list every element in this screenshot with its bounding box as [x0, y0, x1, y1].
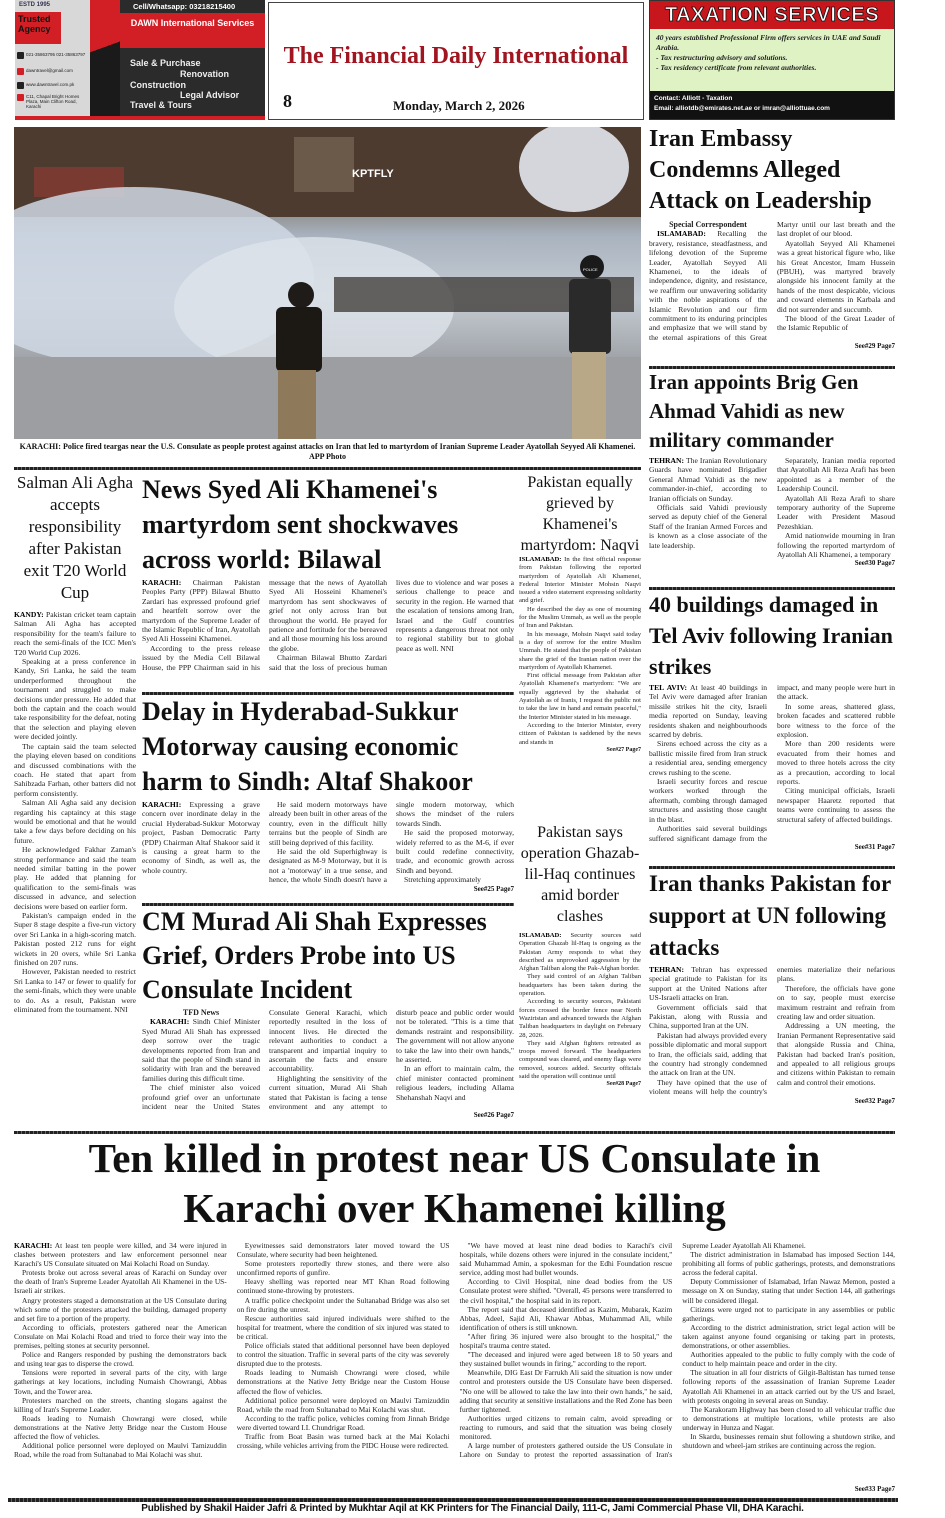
ad-service: Travel & Tours — [130, 100, 192, 110]
story-body: ISLAMABAD: Security sources said Operation Ghazab lil-Haq is ongoing as the Pakistan Army responds to what they described as unprovoked aggression by the Afghan Taliban along the Pak-Afghan border. They said control of an Afghan Taliban headquarters has been taken during the operation. According to security sources, Pakistani forces crossed the border fence near North Waziristan and advanced towards the Afghan Taliban headquarters in daylight on February 28, 2026. They said Afghan fighters retreated as troops moved forward. The headquarters compound was cleared, and enemy flags were removed, sources added. Security officials said the operation will continue until — [519, 932, 641, 1081]
protest-scene-illustration — [14, 127, 641, 439]
dateline: KARACHI: — [142, 800, 182, 809]
continued-jump[interactable]: See#30 Page7 — [854, 559, 895, 568]
dateline: KARACHI: — [142, 578, 182, 587]
dateline: ISLAMABAD: — [519, 556, 562, 563]
road — [14, 357, 641, 439]
page-number: 8 — [283, 91, 292, 111]
web-icon — [17, 82, 24, 89]
dawn-international-ad[interactable] — [15, 0, 265, 120]
headline[interactable]: News Syed Ali Khamenei's martyrdom sent shockwaves across world: Bilawal — [142, 475, 459, 574]
email-icon — [17, 68, 24, 75]
dateline: ISLAMABAD: — [657, 229, 706, 239]
story-vahidi[interactable] — [649, 368, 895, 567]
story-body: KARACHI: Expressing a grave concern over inordinate delay in the crucial Hyderabad-Sukkur Motorway project, Pasban Democratic Party (PDP) Chairman Altaf Shakoor said it is causing a great harm to the economy of Sindh, as well as, the whole country. He said modern motorways have already been built in other areas of the country, even in the difficult hilly terrains but the people of Sindh are still being deprived of this facility. He said the old Superhighway is designated as M-9 Motorway, but it is not a 'motorway' in a true sense, and hence, the whole Sindh doesn't have a single modern motorway, which shows the mindset of the rulers towards Sindh. He said the proposed motorway, widely referred to as the M-6, if ever built could redefine connectivity, trade, and economic growth across Sindh and beyond. Stretching approximately — [142, 800, 514, 885]
story-body: Special Correspondent ISLAMABAD: Recalling the bravery, resistance, steadfastness, and lifelong devotion of the Supreme Leader, Ayatollah Seyyed Ali Khamenei, to the ideals of independence, dignity, and resistance, we reaffirm our unwavering solidarity with the noble aspirations of the Islamic Revolution and our firm commitment to its enduring principles and emphasize that we will stand by the eternal aspirations of this Great Martyr until our last breath and the last droplet of our blood. Ayatollah Seyyed Ali Khamenei was a great historical figure who, like his Great Ancestor, Imam Hussein (PBUH), was martyred bravely alongside his innocent family at the hands of the most despicable, vicious and coward elements in Karbala and did not surrender and succumb. The blood of the Great Leader of the Islamic Republic of — [649, 220, 895, 342]
story-lead-karachi-protest[interactable] — [14, 1133, 895, 1493]
shop-sign: KPTFLY — [352, 168, 394, 180]
ad-contact-phone: 021-35863795 021-35863797 — [17, 52, 87, 59]
continued-jump[interactable]: See#32 Page7 — [854, 1096, 895, 1105]
lead-headline[interactable]: Ten killed in protest near US Consulate in Karachi over Khamenei killing — [88, 1135, 821, 1231]
continued-jump[interactable]: See#31 Page7 — [854, 842, 895, 851]
story-tel-aviv[interactable] — [649, 589, 895, 851]
ad-contact: Contact: Alliott - Taxation Email: alliotdb@emirates.net.ae or imran@alliottuae.com — [650, 91, 894, 119]
headline[interactable]: Iran appoints Brig Gen Ahmad Vahidi as new military commander — [649, 370, 859, 452]
story-murad-ali-shah[interactable] — [142, 905, 514, 1119]
headline[interactable]: Pakistan equally grieved by Khamenei's martyrdom: Naqvi — [520, 474, 640, 554]
ad-service: Sale & Purchase — [130, 58, 201, 68]
ad-estd: ESTD 1995 — [19, 2, 51, 8]
ad-phone: Cell/Whatsapp: 03218215400 — [133, 2, 236, 11]
ad-title: TAXATION SERVICES — [650, 1, 894, 29]
dateline: TEHRAN: — [649, 456, 685, 465]
continued-jump[interactable]: See#27 Page7 — [606, 746, 641, 753]
issue-date: Monday, March 2, 2026 — [393, 98, 525, 113]
continued-jump[interactable]: See#26 Page7 — [473, 1111, 514, 1120]
ad-contact-address: C11, Chapal Bright Homes Plaza, Main Clifton Road, Karachi — [17, 94, 87, 109]
story-naqvi[interactable] — [519, 472, 641, 753]
story-body: KANDY: Pakistan cricket team captain Salman Ali Agha has accepted responsibility for the team's failure to reach the semi-finals of the ICC Men's T20 World Cup 2026. Speaking at a press conference in Kandy, Sri Lanka, he said the team underperformed throughout the tournament and struggled to make decisions under pressure. He added that both the captain and the coach would take responsibility for the defeat, noting that the selection and playing eleven were decided jointly. The captain said the team selected the playing eleven based on conditions and discussed combinations with the coach. He stated that apart from Sahibzada Farhan, other batters did not perform consistently. Salman Ali Agha said any decision regarding his captaincy at this stage would be emotional and that he would take a few days before deciding on his future. He acknowledged Fakhar Zaman's strong performance and said the team needed similar batting in the power play. He added that planning for qualification to the semi-finals was discussed in advance, and selection decisions were based on earlier form. Pakistan's campaign ended in the Super 8 stage despite a five-run victory over Sri Lanka in a high-scoring match. Pakistan posted 212 runs for eight wickets in 20 overs, while Sri Lanka finished on 207 runs. However, Pakistan needed to restrict Sri Lanka to 147 or fewer to qualify for the semi-finals, which they were unable to do. As a result, Pakistan were eliminated from the tournament. NNI — [14, 610, 136, 1015]
photo-caption: KARACHI: Police fired teargas near the U.S. Consulate as people protest against attacks on Iran that led to martyrdom of Iranian Supreme Leader Ayatollah Seyyed Ali Khamenei. APP Photo — [19, 442, 636, 461]
story-body: TEHRAN: The Iranian Revolutionary Guards have nominated Brigadier General Ahmad Vahidi as the new commander-in-chief, according to Iranian officials on Sunday. Officials said Vahidi previously served as deputy chief of the General Staff of the Iranian Armed Forces and is known as a close associate of the late leadership. Separately, Iranian media reported that Ayatollah Ali Reza Arafi has been appointed as a member of the Leadership Council. Ayatollah Ali Reza Arafi to share temporary authority of the Supreme Leader with President Masoud Pezeshkian. Amid nationwide mourning in Iran following the reported martyrdom of Ayatollah Ali Khamenei, a temporary — [649, 456, 895, 560]
police-officer-right — [569, 255, 611, 439]
dateline: KARACHI: — [150, 1017, 190, 1027]
ad-service: Renovation — [180, 69, 230, 79]
headline[interactable]: Iran Embassy Condemns Alleged Attack on Leadership — [649, 126, 872, 214]
newspaper-title: The Financial Daily International — [283, 43, 629, 69]
headline[interactable]: Salman Ali Agha accepts responsibility after Pakistan exit T20 World Cup — [16, 473, 134, 602]
ad-contact-email: dawntravel@gmail.com — [17, 68, 87, 75]
ad-contact-web: www.dawntravel.com.pk — [17, 82, 87, 89]
dateline: ISLAMABAD: — [519, 932, 562, 939]
headline[interactable]: Iran thanks Pakistan for support at UN following attacks — [649, 871, 891, 960]
ad-company-name: DAWN International Services — [120, 13, 265, 48]
continued-jump[interactable]: See#28 Page7 — [606, 1081, 641, 1088]
headline[interactable]: Pakistan says operation Ghazab-lil-Haq continues amid border clashes — [520, 824, 640, 925]
continued-jump[interactable]: See#25 Page7 — [473, 884, 514, 893]
headline[interactable]: CM Murad Ali Shah Expresses Grief, Orders Probe into US Consulate Incident — [142, 907, 487, 1004]
ad-service: Construction — [130, 80, 186, 90]
headline[interactable]: 40 buildings damaged in Tel Aviv following Iranian strikes — [649, 592, 893, 679]
story-bilawal[interactable] — [142, 472, 514, 672]
ad-service: Legal Advisor — [180, 90, 240, 100]
dateline: KANDY: — [14, 610, 44, 619]
trusted-agency-badge: Trusted Agency — [15, 12, 61, 44]
location-pin-icon — [17, 94, 24, 101]
byline: Special Correspondent — [669, 220, 747, 229]
story-body: KARACHI: At least ten people were killed, and 34 were injured in clashes between protesters and law enforcement personnel near Karachi's US Consulate situated on Mai Kolachi Road on Sunday. Protests broke out across several areas of Karachi on Sunday over the death of Iran's Supreme Leader Ayatollah Ali Khamenei in the US-Israeli air strikes. Angry protesters staged a demonstration at the US Consulate during which some of the protesters attacked the building, damaged property and set fire to a portion of the property. According to officials, protesters gathered near the American Consulate on Mai Kolachi Road and tried to force their way into the premises, pelting stones at security personnel. Police and Rangers responded by pushing the demonstrators back and using tear gas to disperse the crowd. Tensions were reported in several parts of the city, with large gatherings at key locations, including Numaish Chowrangi, Abbas Town, and the Tower area. Protesters marched on the streets, chanting slogans against the killing of Iran's Supreme Leader. Roads leading to Numaish Chowrangi were closed, while demonstrations at the Native Jetty Bridge near the Custom House affected the flow of vehicles. Additional police personnel were deployed on Maulvi Tamizuddin Road, while the road from Sultanabad to Mai Kolachi was shut. Eyewitnesses said demonstrators later moved toward the US Consulate, where security had been heightened. Some protesters reportedly threw stones, and there were also unconfirmed reports of gunfire. Heavy shelling was reported near MT Khan Road following continued stone-throwing by protesters. A traffic police checkpoint under the Sultanabad Bridge was also set on fire during the unrest. Rescue authorities said injured individuals were shifted to the hospital for treatment, where the condition of six injured was stated to be critical. Police officials stated that additional personnel have been deployed to control the situation. Traffic in several parts of the city was severely disrupted due to the protests. Roads leading to Numaish Chowrangi were closed, while demonstrations at the Native Jetty Bridge near the Custom House affected the flow of vehicles. Additional police personnel were deployed on Maulvi Tamizuddin Road, while the road from Sultanabad to Mai Kolachi was shut. According to the traffic police, vehicles coming from Jinnah Bridge were diverted toward I.I. Chundrigar Road. Traffic from Boat Basin was turned back at the Mai Kolachi crossing, while vehicles arriving from the PIDC House were redirected. "We have moved at least nine dead bodies to Karachi's civil hospitals, while dozens others were injured in the consulate incident," said Muhammad Amin, a spokesman for the Edhi Foundation rescue service, adding most had bullet wounds. According to Civil Hospital, nine dead bodies from the US Consulate protest were shifted. "Overall, 45 persons were transferred to the civil hospital," the hospital said in its report. The report said that deceased identified as Kazim, Mubarak, Kazim Abbas, Adeel, Sajid Ali, Khawar Abbas, Muhammad Ali, while identification of others is still unknown. "After firing 36 injured were also brought to the hospital," the hospital's trauma centre stated. "The deceased and injured were aged between 18 to 50 years and they sustained bullet wounds in firing," according to the report. Meanwhile, DIG East Dr Farrukh Ali said the situation is now under control and protesters outside the US Consulate have been dispersed. "No one will be allowed to take the law into their own hands," he said, adding that security at sensitive installations and the Red Zone has been further tightened. Authorities urged citizens to remain calm, avoid spreading or reacting to rumours, and said that the situation was being closely monitored. A large number of protesters gathered outside the US Consulate in Lahore on Sunday to protest the reported assassination of Iran's Supreme Leader Ayatollah Ali Khamenei. The district administration in Islamabad has imposed Section 144, prohibiting all forms of public gatherings, protests, and demonstrations across the federal capital. Deputy Commissioner of Islamabad, Irfan Nawaz Memon, posted a message on X on Sunday, stating that under Section 144, all gatherings will be considered illegal. Citizens were urged not to participate in any assemblies or public gatherings. According to the district administration, strict legal action will be taken against anyone found organising or taking part in protests, demonstrations, or other assemblies. Authorities appealed to the public to fully comply with the code of conduct to help maintain peace and order in the city. The situation in all four districts of Gilgit-Baltistan has turned tense following reports of the assassination of Iranian Supreme Leader Ayatollah Ali Khamenei in an attack carried out by the US and Israel, with protests ongoing in several areas on Sunday. The Karakoram Highway has been closed to all vehicular traffic due to demonstrations at multiple locations, while protests are also underway in Hunza and Nagar. In Skardu, businesses remain shut following a shutdown strike, and shutdown and wheel-jam strikes are continuing across the region. — [14, 1241, 895, 1460]
phone-icon — [17, 52, 24, 59]
ad-decor-stripe — [90, 0, 120, 120]
continued-jump[interactable]: See#29 Page7 — [854, 342, 895, 351]
taxation-services-ad[interactable] — [649, 0, 895, 120]
story-salman-ali-agha[interactable] — [14, 472, 136, 1014]
story-iran-embassy[interactable] — [649, 124, 895, 350]
story-body: ISLAMABAD: In the first official response from Pakistan following the reported martyrdom of Ayatollah Ali Khamenei, Federal Interior Minister Mohsin Naqvi issued a video statement expressing solidarity and grief. He described the day as one of mourning for the Muslim Ummah, as well as the people of Iran and Pakistan. In his message, Mohsin Naqvi said today is a day of sorrow for the entire Muslim Ummah. He stated that the people of Pakistan share the grief of the Iranian nation over the martyrdom of Ayatollah Khamenei. First official message from Pakistan after Ayatollah Khamenei's martyrdom: "We are equally aggrieved by the shahadat of Ayatollah as of Iranis, I request the public not to take the law in hand and remain peaceful," the Interior Minister stated in his message. According to the Interior Minister, every citizen of Pakistan is saddened by the news and stands in — [519, 556, 641, 746]
story-body: KARACHI: Chairman Pakistan Peoples Party (PPP) Bilawal Bhutto Zardari has expressed profound grief and heartfelt sorrow over the martyrdom of the Supreme Leader of the Islamic Republic of Iran, Ayatollah Syed Ali Hosseini Khamenei. According to the press release issued by the Media Cell Bilawal House, the PPP Chairman said in his message that the news of Ayatollah Syed Ali Hosseini Khamenei's martyrdom has sent shockwaves of grief not only across Iran but throughout the world. He prayed for patience and fortitude for the bereaved and all those mourning his loss around the globe. Chairman Bilawal Bhutto Zardari said that the loss of precious human lives due to violence and war poses a serious challenge to peace and security in the region. He warned that the escalation of tensions among Iran, Israel and the Gulf countries represents a dangerous threat not only to regional stability but to global peace as well. NNI — [142, 578, 514, 672]
dateline: KARACHI: — [14, 1241, 53, 1250]
dateline: TEL AVIV: — [649, 683, 688, 692]
headline[interactable]: Delay in Hyderabad-Sukkur Motorway causing economic harm to Sindh: Altaf Shakoor — [142, 697, 473, 796]
lead-photo[interactable] — [14, 127, 641, 439]
story-body: TEHRAN: Tehran has expressed special gratitude to Pakistan for its support at the United Nations after US-Israeli attacks on Iran. Government officials said that Pakistan, along with Russia and China, supported Iran at the UN. Pakistan had always provided every possible diplomatic and moral support to Iran, the officials said, adding that the country had strongly condemned the attack on Iran at the UN. They have opined that the use of violent means will help the country's enemies materialize their nefarious plans. Therefore, the officials have gone on to say, people must exercise maximum restraint and refrain from creating law and order situation. Addressing a UN meeting, the Iranian Permanent Representative said that alongside Russia and China, Pakistan had backed Iran's position, and appealed to all religious groups and citizens within Pakistan to remain calm and control their emotions. — [649, 965, 895, 1097]
ad-body: 40 years established Professional Firm offers services in UAE and Saudi Arabia. - Tax restructuring advisory and solutions. - Tax residency certificate from relevant authorities. — [656, 33, 881, 72]
divider — [14, 467, 641, 470]
ad-bottom-bar — [15, 116, 265, 120]
imprint-line: Published by Shakil Haider Jafri & Printed by Mukhtar Aqil at KK Printers for The Financial Daily, 111-C, Jami Commercial Phase VII, DHA Karachi. — [141, 1503, 804, 1514]
story-motorway[interactable] — [142, 694, 514, 893]
story-iran-thanks-pakistan[interactable] — [649, 868, 895, 1105]
story-body: TEL AVIV: At least 40 buildings in Tel Aviv were damaged after Iranian missile strikes hit the city, Israeli media reported on Sunday, leaving residents shaken and neighbourhoods scarred by debris. Sirens echoed across the city as a ballistic missile fired from Iran struck a residential area, sending emergency crews rushing to the scene. Israeli security forces and rescue workers worked through the aftermath, combing through damaged structures and assisting those caught in the blast. Authorities said several buildings suffered significant damage from the impact, and many people were hurt in the attack. In some areas, shattered glass, broken facades and scattered rubble bore witness to the force of the explosion. More than 200 residents were evacuated from their homes and moved to three hotels across the city as a precaution, according to local reports. Citing municipal officials, Israeli newspaper Haaretz reported that teams were continuing to assess the structural safety of affected buildings. — [649, 683, 895, 843]
masthead — [268, 2, 644, 120]
dateline: TEHRAN: — [649, 965, 685, 974]
story-body: TFD News KARACHI: Sindh Chief Minister Syed Murad Ali Shah has expressed deep sorrow over the tragic developments reported from Iran and said that the people of Sindh stand in solidarity with Iran and the bereaved families during this difficult time. The chief minister also voiced profound grief over an unfortunate incident near the United States Consulate General Karachi, which reportedly resulted in the loss of innocent lives. He directed the relevant authorities to conduct a transparent and impartial inquiry to ascertain the facts and ensure accountability. Highlighting the sensitivity of the current situation, Murad Ali Shah stated that Pakistan is facing a tense environment and any attempt to disturb peace and public order would not be tolerated. "This is a time that demands restraint and responsibility. The government will not allow anyone to take the law into their own hands," he asserted. In an effort to maintain calm, the chief minister contacted prominent religious leaders, including Allama Shehanshah Naqvi and — [142, 1008, 514, 1112]
divider — [8, 1498, 898, 1502]
building — [294, 137, 354, 192]
byline: TFD News — [182, 1008, 220, 1017]
story-ghazab-lil-haq[interactable] — [519, 822, 641, 1087]
police-badge-text: POLICE — [583, 267, 598, 272]
continued-jump[interactable]: See#33 Page7 — [854, 1485, 895, 1493]
